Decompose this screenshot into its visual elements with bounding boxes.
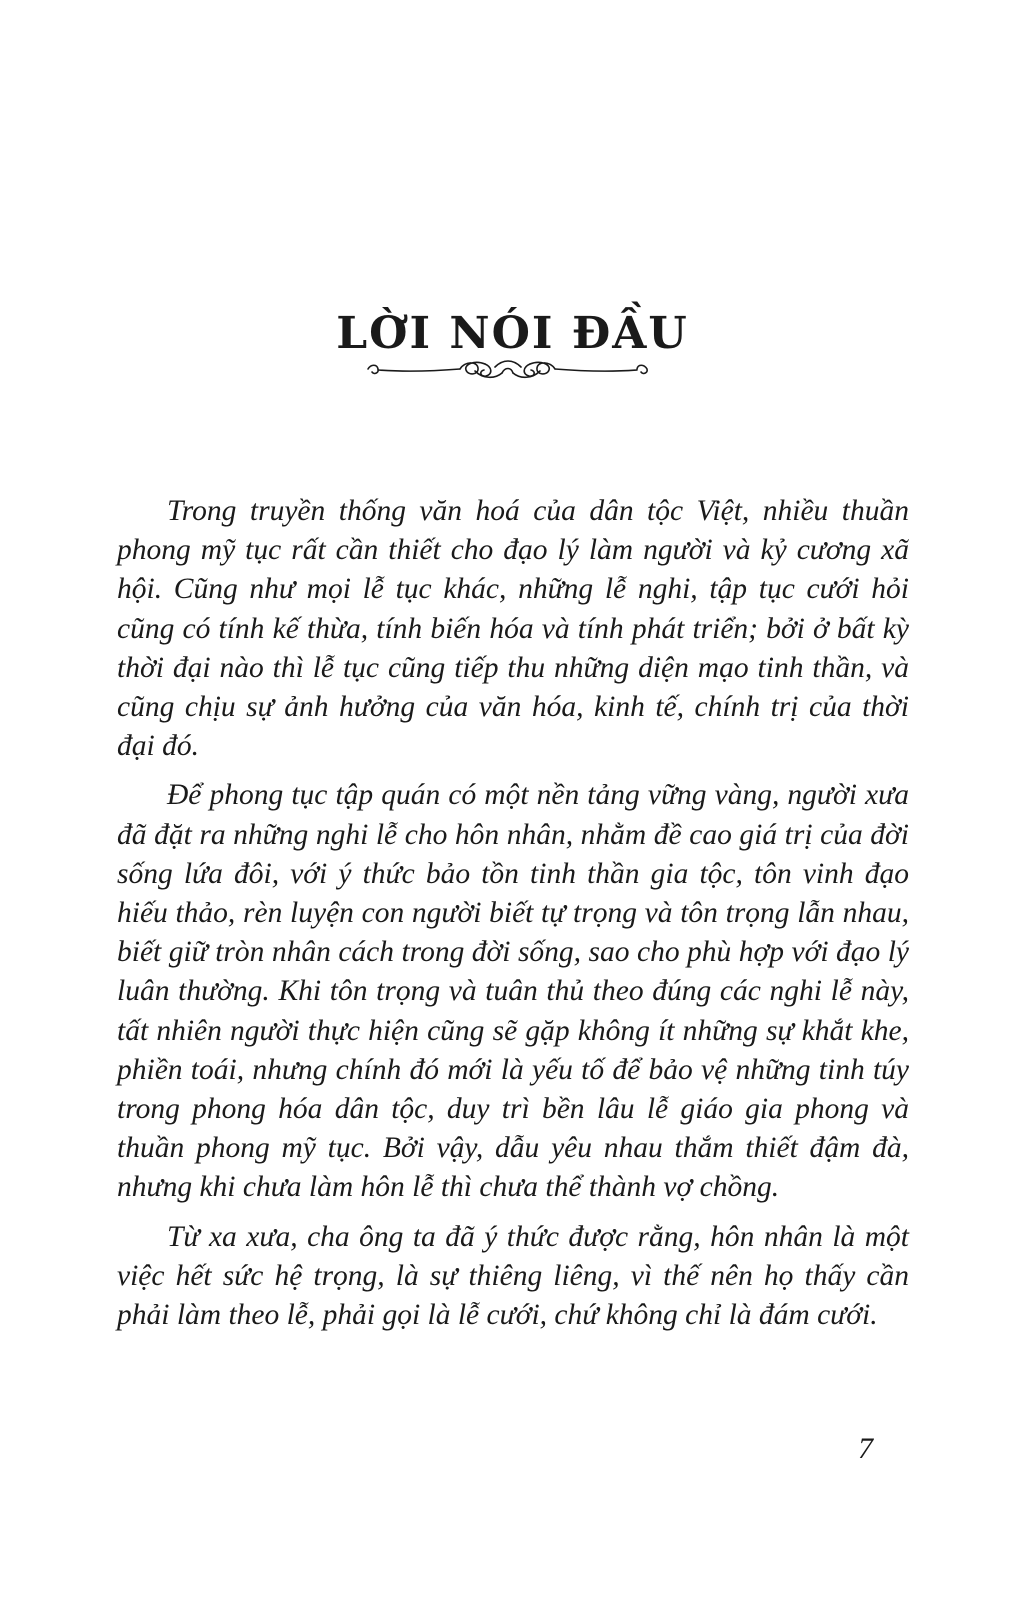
paragraph: Để phong tục tập quán có một nền tảng vững vàng, người xưa đã đặt ra những nghi lễ cho hôn nhân, nhằm đề cao giá trị của đời sống lứa đôi, với ý thức bảo tồn tinh thần gia tộc, tôn vinh đạo hiếu thảo, rèn luyện con người biết tự trọng và tôn trọng lẫn nhau, biết giữ tròn nhân cách trong đời sống, sao cho phù hợp với đạo lý luân thường. Khi tôn trọng và tuân thủ theo đúng các nghi lễ này, tất nhiên người thực hiện cũng sẽ gặp không ít những sự khắt khe, phiền toái, nhưng chính đó mới là yếu tố để bảo vệ những tinh túy trong phong hóa dân tộc, duy trì bền lâu lễ giáo gia phong và thuần phong mỹ tục. Bởi vậy, dẫu yêu nhau thắm thiết đậm đà, nhưng khi chưa làm hôn lễ thì chưa thể thành vợ chồng. (117, 779, 909, 1204)
preface-body (117, 492, 909, 1345)
chapter-title: LỜI NÓI ĐẦU (336, 308, 689, 359)
page-number: 7 (858, 1432, 873, 1465)
paragraph: Từ xa xưa, cha ông ta đã ý thức được rằng, hôn nhân là một việc hết sức hệ trọng, là sự thiêng liêng, vì thế nên họ thấy cần phải làm theo lễ, phải gọi là lễ cưới, chứ không chỉ là đám cưới. (117, 1220, 909, 1332)
flourish-divider-icon (365, 355, 650, 385)
paragraph: Trong truyền thống văn hoá của dân tộc Việt, nhiều thuần phong mỹ tục rất cần thiết cho đạo lý làm người và kỷ cương xã hội. Cũng như mọi lễ tục khác, những lễ nghi, tập tục cưới hỏi cũng có tính kế thừa, tính biến hóa và tính phát triển; bởi ở bất kỳ thời đại nào thì lễ tục cũng tiếp thu những diện mạo tinh thần, và cũng chịu sự ảnh hưởng của văn hóa, kinh tế, chính trị của thời đại đó. (117, 495, 909, 763)
